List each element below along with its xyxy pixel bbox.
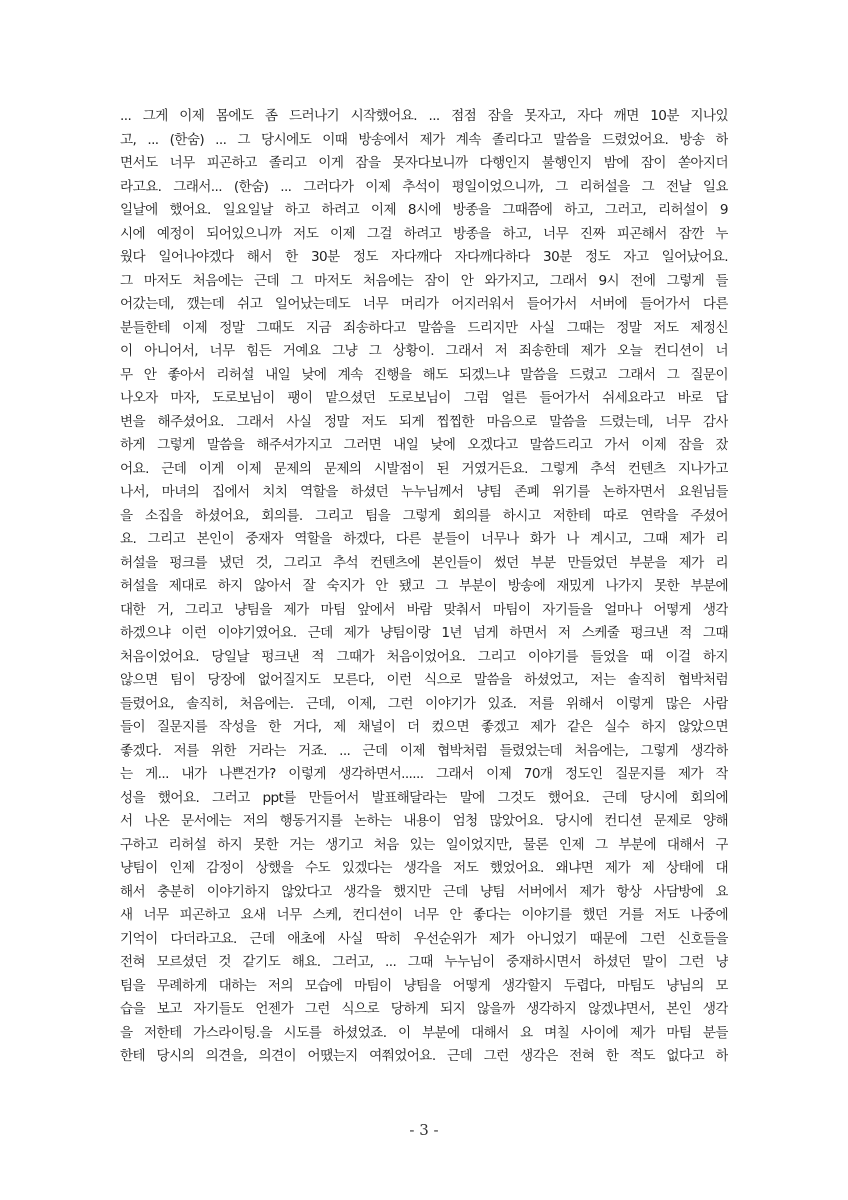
transcript-text [120,105,728,1069]
text-line: 구하고 리허설 하지 못한 거는 생기고 처음 있는 일이었지만, 물론 인제 그 부분에 대해서 구 [120,836,728,853]
text-line: 들이 질문지를 작성을 한 거다, 제 채널이 더 컸으면 좋겠고 제가 같은 실수 하지 않았으면 [120,719,728,735]
text-line: 이 아니어서, 너무 힘든 거예요 그냥 그 상황이. 그래서 저 죄송한데 제가 오늘 컨디션이 너 [120,343,728,359]
text-line: 요. 그리고 본인이 중재자 역할을 하겠다, 다른 분들이 너무나 화가 나 계시고, 그때 제가 리 [120,531,728,547]
page-number: - 3 - [409,1121,439,1139]
text-line: 한테 당시의 의견을, 의견이 어땠는지 여쭤었어요. 근데 그런 생각은 전혀 한 적도 없다고 하 [120,1048,728,1064]
text-line: 처음이었어요. 당일날 펑크낸 적 그때가 처음이었어요. 그리고 이야기를 들었을 때 이걸 하지 [120,648,728,665]
text-line: 그 마저도 처음에는 근데 그 마저도 처음에는 잠이 안 와가지고, 그래서 9시 전에 그렇게 들 [120,272,728,289]
text-line: 들렸어요, 솔직히, 처음에는. 근데, 이제, 그런 이야기가 있죠. 저를 위해서 이렇게 많은 사람 [120,695,728,712]
text-line: 무 안 좋아서 리허설 내일 낮에 계속 진행을 해도 되겠느냐 말씀을 드렸고 그래서 그 질문이 [120,366,728,383]
text-line: 기억이 다더라고요. 근데 애초에 사실 딱히 우선순위가 제가 아니었기 때문에 그런 신호들을 [120,930,728,947]
text-line: 을 저한테 가스라이팅.을 시도를 하셨었죠. 이 부분에 대해서 요 며칠 사이에 제가 마팀 분들 [120,1024,728,1041]
text-line: 새 너무 피곤하고 요새 너무 스케, 컨디션이 너무 안 좋다는 이야기를 했던 거를 저도 나중에 [120,907,728,923]
text-line: 습을 보고 자기들도 언젠가 그런 식으로 당하게 되지 않을까 생각하지 않겠냐면서, 본인 생각 [120,1001,728,1017]
text-line: 분들한테 이제 정말 그때도 지금 죄송하다고 말씀을 드리지만 사실 그때는 정말 저도 제정신 [120,319,728,336]
text-line: 허설을 제대로 하지 않아서 잘 숙지가 안 됐고 그 부분이 방송에 재밌게 나가지 못한 부분에 [120,578,728,594]
text-line: 하게 그렇게 말씀을 해주셔가지고 그러면 내일 낮에 오겠다고 말씀드리고 가서 이제 잠을 잤 [120,437,728,453]
text-line: 어요. 근데 이게 이제 문제의 문제의 시발점이 된 거였거든요. 그렇게 추석 컨텐츠 지나가고 [120,460,728,477]
text-line: 나오자 마자, 도로보님이 팽이 맡으셨던 도로보님이 그럼 얼른 들어가서 쉬세요라고 바로 답 [120,390,728,406]
text-line: 서 나온 문서에는 저의 행동거지를 논하는 내용이 엄청 많았어요. 당시에 컨디션 문제로 양해 [120,813,728,829]
text-line: 전혀 모르셨던 것 같기도 해요. 그러고, ... 그때 누누님이 중재하시면서 하셨던 말이 그런 냥 [120,954,728,970]
text-line: 고, ... (한숨) ... 그 당시에도 이때 방송에서 제가 계속 졸리다고 말씀을 드렸었어요. 방송 하 [120,131,728,148]
text-line: 변을 해주셨어요. 그래서 사실 정말 저도 되게 찝찝한 마음으로 말씀을 드렸는데, 너무 감사 [120,413,728,430]
text-line: 어갔는데, 깼는데 쉬고 일어났는데도 너무 머리가 어지러워서 들어가서 서버에 들어가서 다른 [120,296,728,312]
text-line: 않으면 팀이 당장에 없어질지도 모른다, 이런 식으로 말씀을 하셨었고, 저는 솔직히 협박처럼 [120,672,728,688]
text-line: 하겠으냐 이런 이야기였어요. 근데 제가 냥팀이랑 1년 넘게 하면서 저 스케줄 펑크낸 적 그때 [120,625,728,641]
text-line: 나서, 마녀의 집에서 치치 역할을 하셨던 누누님께서 냥팀 존폐 위기를 논하자면서 요원님들 [120,484,728,500]
text-line: 일날에 했어요. 일요일날 하고 하려고 이제 8시에 방종을 그때쯤에 하고, 그러고, 리허설이 9 [120,202,728,218]
text-line: 냥팀이 인제 감정이 상했을 수도 있겠다는 생각을 저도 했었어요. 왜냐면 제가 제 상태에 대 [120,860,728,876]
text-line: 면서도 너무 피곤하고 졸리고 이게 잠을 못자다보니까 다행인지 불행인지 밤에 잠이 쏟아지더 [120,155,728,171]
text-line: ... 그게 이제 몸에도 좀 드러나기 시작했어요. ... 점점 잠을 못자고, 자다 깨면 10분 지나있 [120,108,728,124]
text-line: 좋겠다. 저를 위한 거라는 거죠. ... 근데 이제 협박처럼 들렸었는데 처음에는, 그렇게 생각하 [120,742,728,759]
text-line: 시에 예정이 되어있으니까 저도 이제 그걸 하려고 방종을 하고, 너무 진짜 피곤해서 잠깐 누 [120,225,728,242]
text-line: 는 게... 내가 나쁜건가? 이렇게 생각하면서...... 그래서 이제 70개 정도인 질문지를 제가 작 [120,766,728,782]
text-line: 대한 거, 그리고 냥팀을 제가 마팀 앞에서 바람 맞춰서 마팀이 자기들을 얼마나 어떻게 생각 [120,601,728,618]
text-line: 라고요. 그래서... (한숨) ... 그러다가 이제 추석이 평일이었으니까, 그 리허설을 그 전날 일요 [120,178,728,195]
text-line: 성을 했어요. 그러고 ppt를 만들어서 발표해달라는 말에 그것도 했어요. 근데 당시에 회의에 [120,789,728,806]
text-line: 웠다 일어나야겠다 해서 한 30분 정도 자다깨다 자다깨다하다 30분 정도 자고 일어났어요. [120,249,728,265]
text-line: 팀을 무례하게 대하는 저의 모습에 마팀이 냥팀을 어떻게 생각할지 두렵다, 마팀도 냥님의 모 [120,977,728,994]
text-line: 해서 충분히 이야기하지 않았다고 생각을 했지만 근데 냥팀 서버에서 제가 항상 사담방에 요 [120,883,728,900]
text-line: 을 소집을 하셨어요, 회의를. 그리고 팀을 그렇게 회의를 하시고 저한테 따로 연락을 주셨어 [120,507,728,524]
text-line: 허설을 펑크를 냈던 것, 그리고 추석 컨텐츠에 본인들이 썼던 부분 만들었던 부분을 제가 리 [120,554,728,571]
